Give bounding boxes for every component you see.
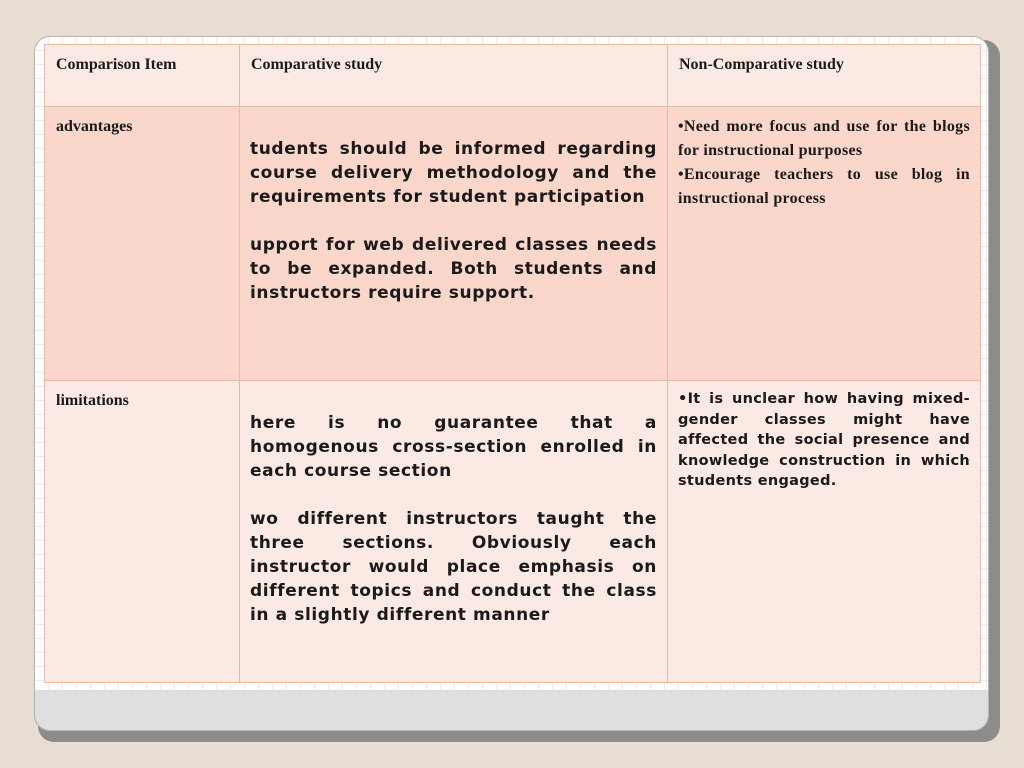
bullet-item: •Need more focus and use for the blogs for instructional purposes: [678, 118, 970, 159]
item-label-limitations: limitations: [56, 392, 129, 409]
bullet-item: •It is unclear how having mixed-gender classes might have affected the social presence and knowledge construction in which students engaged.: [678, 391, 970, 489]
table-row-advantages: [45, 107, 981, 381]
comparative-paragraph: tudents should be informed regarding course delivery methodology and the requirements for student participation: [250, 139, 657, 207]
comparative-cell: [240, 381, 668, 683]
header-cell-non-comparative-study: [668, 45, 981, 107]
comparative-cell: [240, 107, 668, 381]
bullet-item: •Encourage teachers to use blog in instructional process: [678, 166, 970, 207]
header-label: Non-Comparative study: [679, 56, 844, 73]
comparison-table: [44, 44, 981, 683]
item-label-advantages: advantages: [56, 118, 133, 135]
header-cell-comparison-item: [45, 45, 240, 107]
item-cell: [45, 107, 240, 381]
comparative-paragraph: wo different instructors taught the three sections. Obviously each instructor would place emphasis on different topics and conduct the class in a slightly different manner: [250, 509, 657, 625]
non-comparative-cell: [668, 381, 981, 683]
header-label: Comparison Item: [56, 56, 177, 73]
non-comparative-cell: [668, 107, 981, 381]
slide-footer-strip: [34, 690, 989, 731]
comparative-paragraph: here is no guarantee that a homogenous cross-section enrolled in each course section: [250, 413, 657, 481]
header-label: Comparative study: [251, 56, 383, 73]
table-header-row: [45, 45, 981, 107]
header-cell-comparative-study: [240, 45, 668, 107]
comparative-paragraph: upport for web delivered classes needs to be expanded. Both students and instructors require support.: [250, 235, 657, 303]
table-row-limitations: [45, 381, 981, 683]
item-cell: [45, 381, 240, 683]
